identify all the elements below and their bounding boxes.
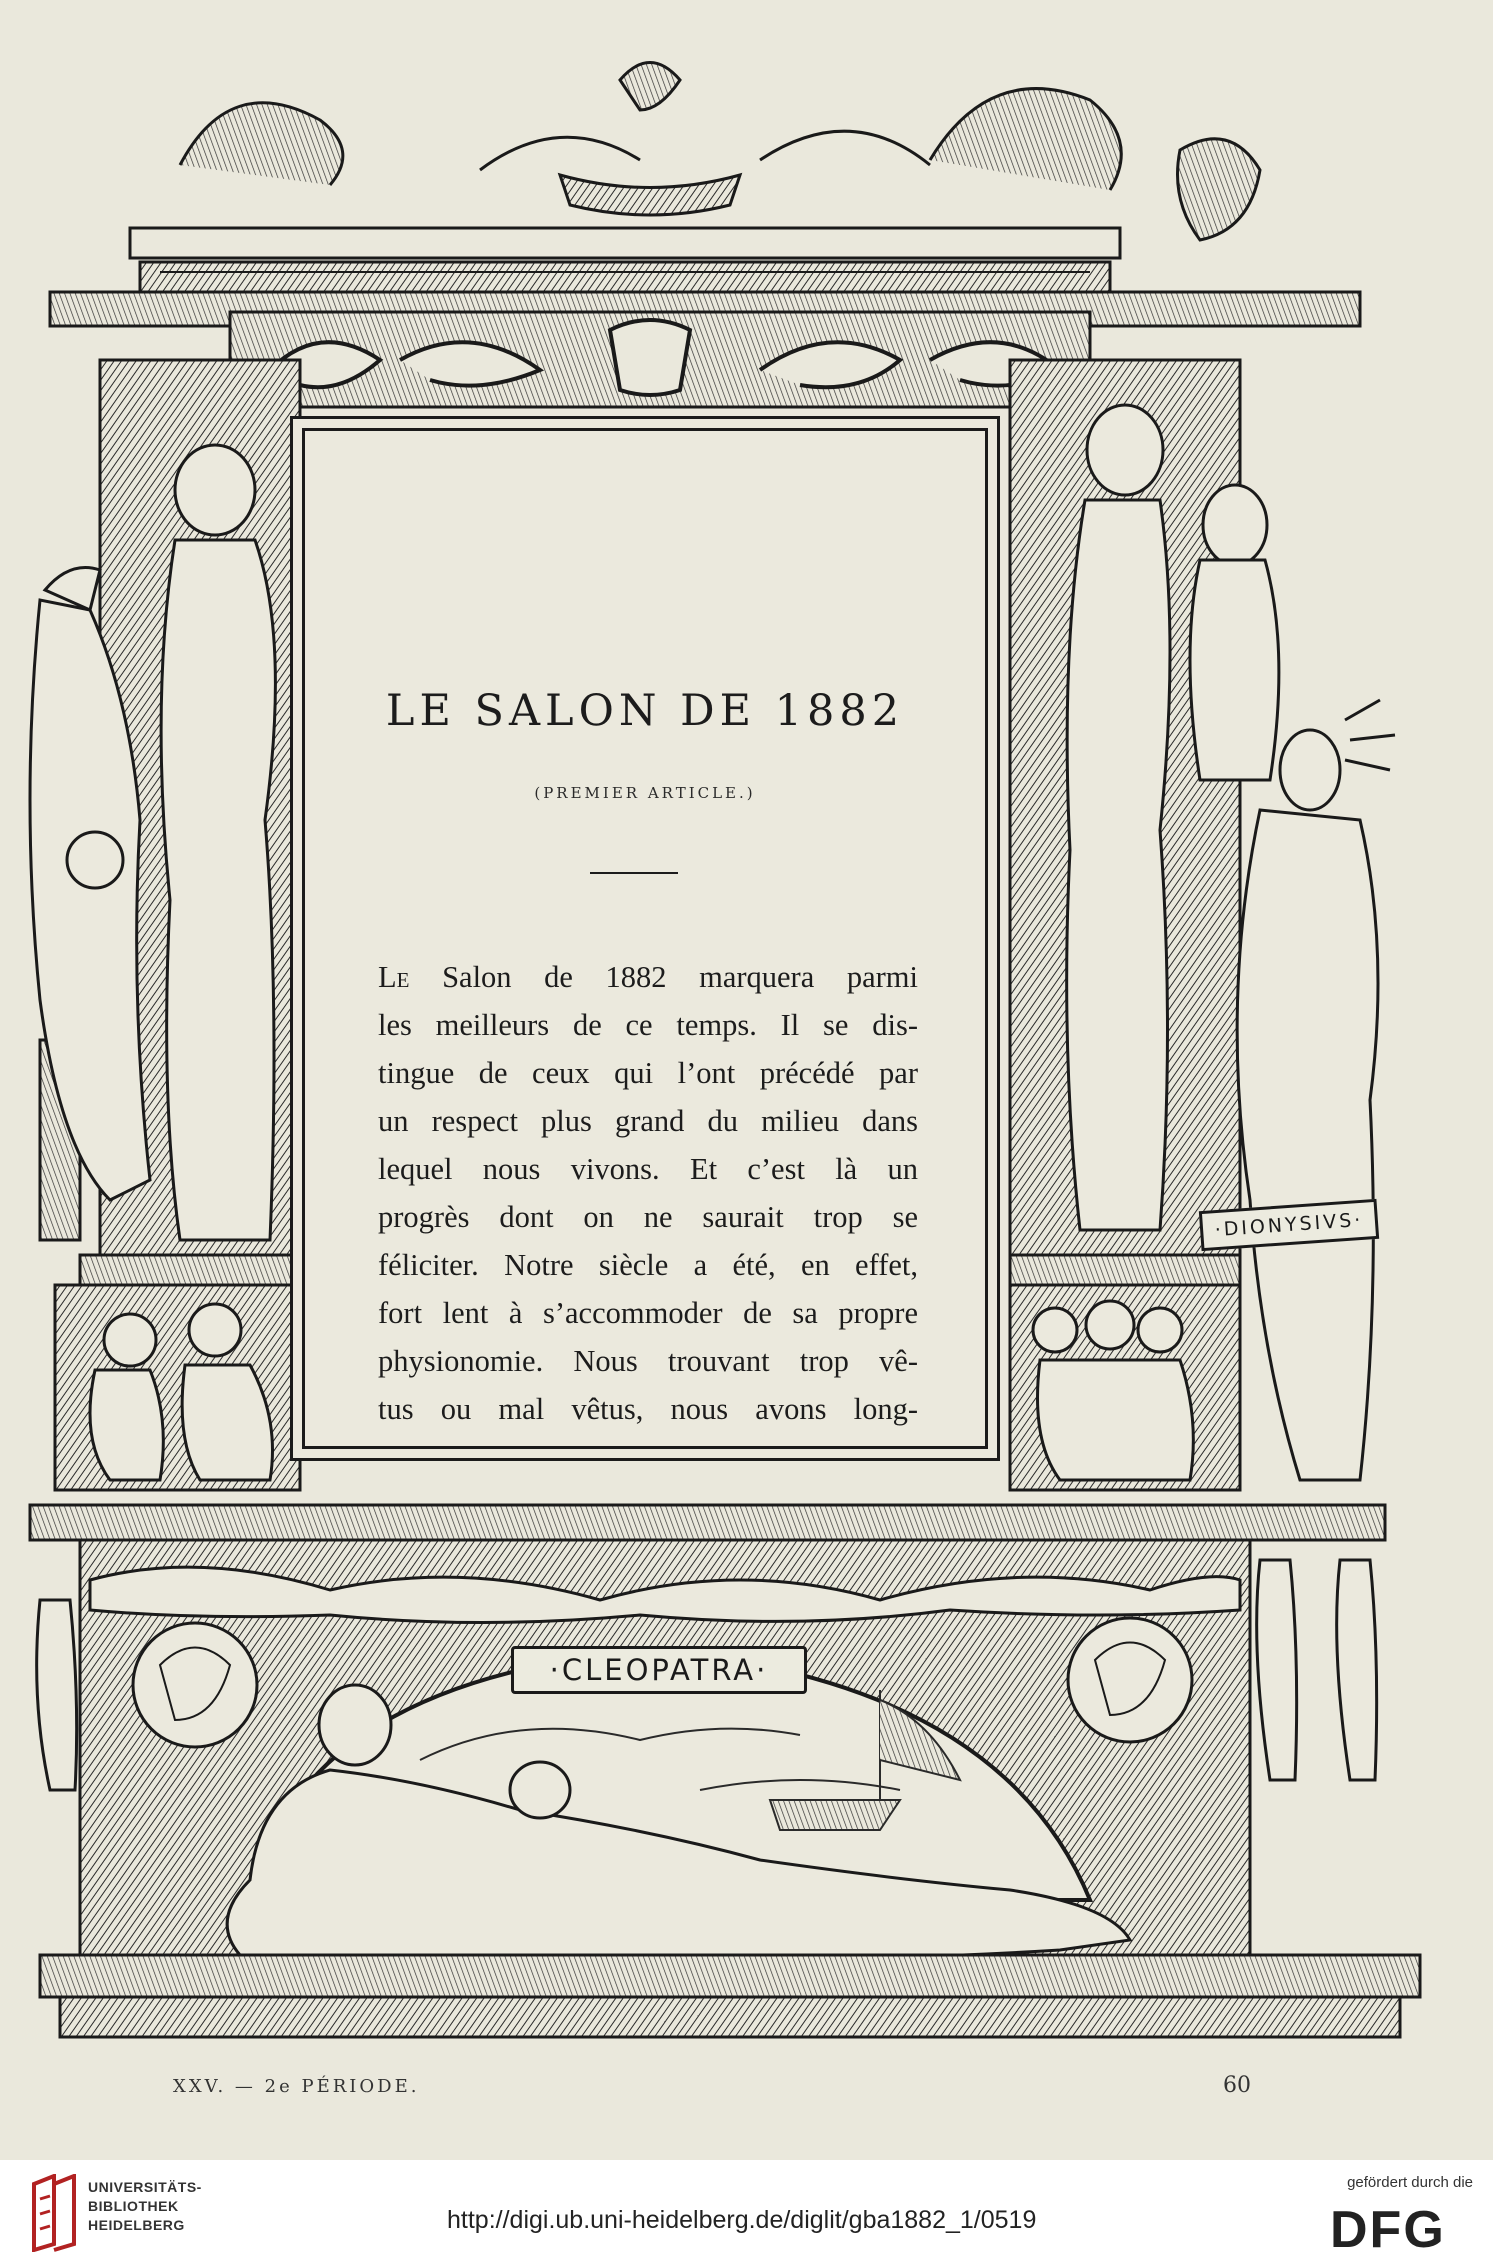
title-divider xyxy=(590,872,678,874)
library-line: BIBLIOTHEK xyxy=(88,2198,179,2214)
running-footer-signature: XXV. — 2e PÉRIODE. xyxy=(173,2076,420,2097)
university-library-logo-icon xyxy=(30,2174,78,2252)
body-line: fort lent à s’accommoder de sa propre xyxy=(378,1296,918,1330)
university-library-name xyxy=(88,2178,202,2235)
body-line: féliciter. Notre siècle a été, en effet, xyxy=(378,1248,918,1282)
top-ornament xyxy=(180,63,1260,241)
body-line: physionomie. Nous trouvant trop vê- xyxy=(378,1344,918,1378)
article-title: LE SALON DE 1882 xyxy=(385,686,905,736)
body-line xyxy=(378,953,918,1001)
permalink[interactable]: http://digi.ub.uni-heidelberg.de/diglit/gba1882_1/0519 xyxy=(447,2206,1037,2234)
body-line: un respect plus grand du milieu dans xyxy=(378,1104,918,1138)
lead-small-caps: Le xyxy=(378,960,410,994)
body-line: tus ou mal vêtus, nous avons long- xyxy=(378,1392,918,1426)
body-line: tingue de ceux qui l’ont précédé par xyxy=(378,1056,918,1090)
body-line: progrès dont on ne saurait trop se xyxy=(378,1200,918,1234)
article-subtitle: (PREMIER ARTICLE.) xyxy=(534,784,756,802)
body-line: lequel nous vivons. Et c’est là un xyxy=(378,1152,918,1186)
body-line-text: Salon de 1882 marquera parmi xyxy=(409,960,918,994)
library-line: UNIVERSITÄTS- xyxy=(88,2179,202,2195)
cleopatra-label: ·CLEOPATRA· xyxy=(511,1646,807,1694)
dionysius-label: ·DIONYSIVS· xyxy=(1199,1199,1379,1251)
library-line: HEIDELBERG xyxy=(88,2217,185,2233)
body-line: les meilleurs de ce temps. Il se dis- xyxy=(378,1008,918,1042)
article-body xyxy=(378,953,918,1433)
dfg-logo: DFG xyxy=(1330,2201,1446,2259)
text-panel xyxy=(302,428,988,1449)
funding-note: gefördert durch die xyxy=(1347,2174,1473,2191)
page-number: 60 xyxy=(1223,2073,1251,2098)
